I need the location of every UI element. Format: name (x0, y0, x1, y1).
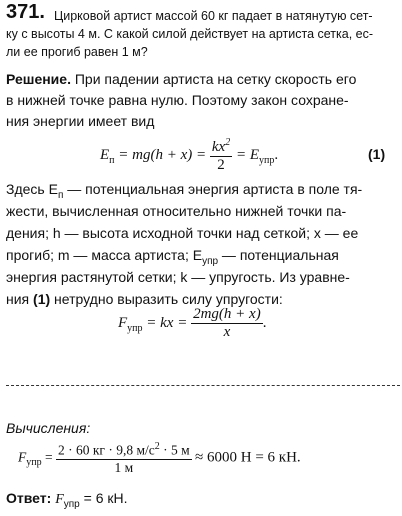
calc-lhs-sub: упр (26, 457, 42, 469)
solution-label: Решение. (6, 71, 71, 87)
problem-text-line-3: ли ее прогиб равен 1 м? (6, 45, 148, 59)
para2-line-4: прогиб; m — масса артиста; $E_{упр}$ — потенциальная (6, 247, 339, 267)
calc-frac-den: 1 м (114, 459, 134, 475)
calc-frac-num-b: · 5 м (159, 442, 190, 458)
answer-lhs-sub: упр (63, 498, 80, 510)
para2-line-1: Здесь $E_п$ — потенциальная энергия артиста в поле тя- (6, 181, 363, 201)
problem-text-line-2: ку с высоты 4 м. С какой силой действует на артиста сетка, ес- (6, 27, 374, 41)
problem-number: 371. (6, 1, 45, 23)
calc-frac-sup: 2 (154, 441, 160, 452)
equation-energy (100, 137, 278, 174)
eq2-middle: = kx = (146, 314, 188, 331)
calculations-label: Вычисления: (6, 420, 91, 436)
eq2-lhs: F (118, 314, 128, 331)
para2-line-6: ния (1) нетрудно выразить силу упругости: (6, 291, 283, 307)
para2-line-2: жести, вычисленная относительно нижней точки па- (6, 203, 347, 219)
eq2-fraction (191, 306, 263, 341)
eq1-rhs: = E (235, 146, 260, 163)
calc-frac-num: 2 · 60 кг · 9,8 м/с (57, 442, 155, 458)
calc-eq: = (44, 449, 53, 465)
solution-text-1: При падении артиста на сетку скорость его (74, 71, 357, 87)
calculation-equation (18, 441, 301, 476)
solution-line-3: ния энергии имеет вид (6, 113, 155, 129)
para2-line-3: дения; h — высота исходной точки над сеткой; x — ее (6, 225, 359, 241)
eq1-frac-den: 2 (217, 157, 225, 173)
eq1-fraction (210, 137, 232, 174)
eq2-frac-num: 2mg(h + x) (193, 306, 261, 322)
solution-line-1 (6, 71, 356, 87)
eq2-end: . (262, 314, 267, 331)
calc-fraction (56, 441, 192, 476)
answer-line (6, 490, 128, 510)
section-divider (6, 385, 400, 386)
answer-lhs: F (55, 492, 64, 507)
problem-text-line-1: Цирковой артист массой 60 кг падает в натянутую сет- (54, 9, 373, 23)
eq1-lhs-sub: п (109, 154, 115, 166)
eq1-end: . (274, 146, 279, 163)
answer-label: Ответ: (6, 490, 52, 506)
para2-line-5: энергия растянутой сетки; k — упругость. Из уравне- (6, 269, 350, 285)
solution-line-2: в нижней точке равна нулю. Поэтому закон сохране- (6, 92, 349, 108)
equation-force (118, 306, 266, 341)
answer-value: = 6 кН. (83, 490, 128, 506)
equation-number: (1) (368, 146, 386, 162)
eq1-rhs-sub: упр (259, 154, 275, 166)
eq1-frac-sup: 2 (225, 137, 231, 148)
calc-result: ≈ 6000 Н = 6 кН. (195, 449, 301, 466)
eq1-middle: = mg(h + x) = (118, 146, 207, 163)
calc-lhs: F (18, 449, 27, 465)
eq2-lhs-sub: упр (127, 322, 143, 334)
eq2-frac-den: x (223, 324, 231, 340)
eq1-frac-num: kx (211, 139, 226, 155)
eq1-lhs: E (100, 146, 110, 163)
